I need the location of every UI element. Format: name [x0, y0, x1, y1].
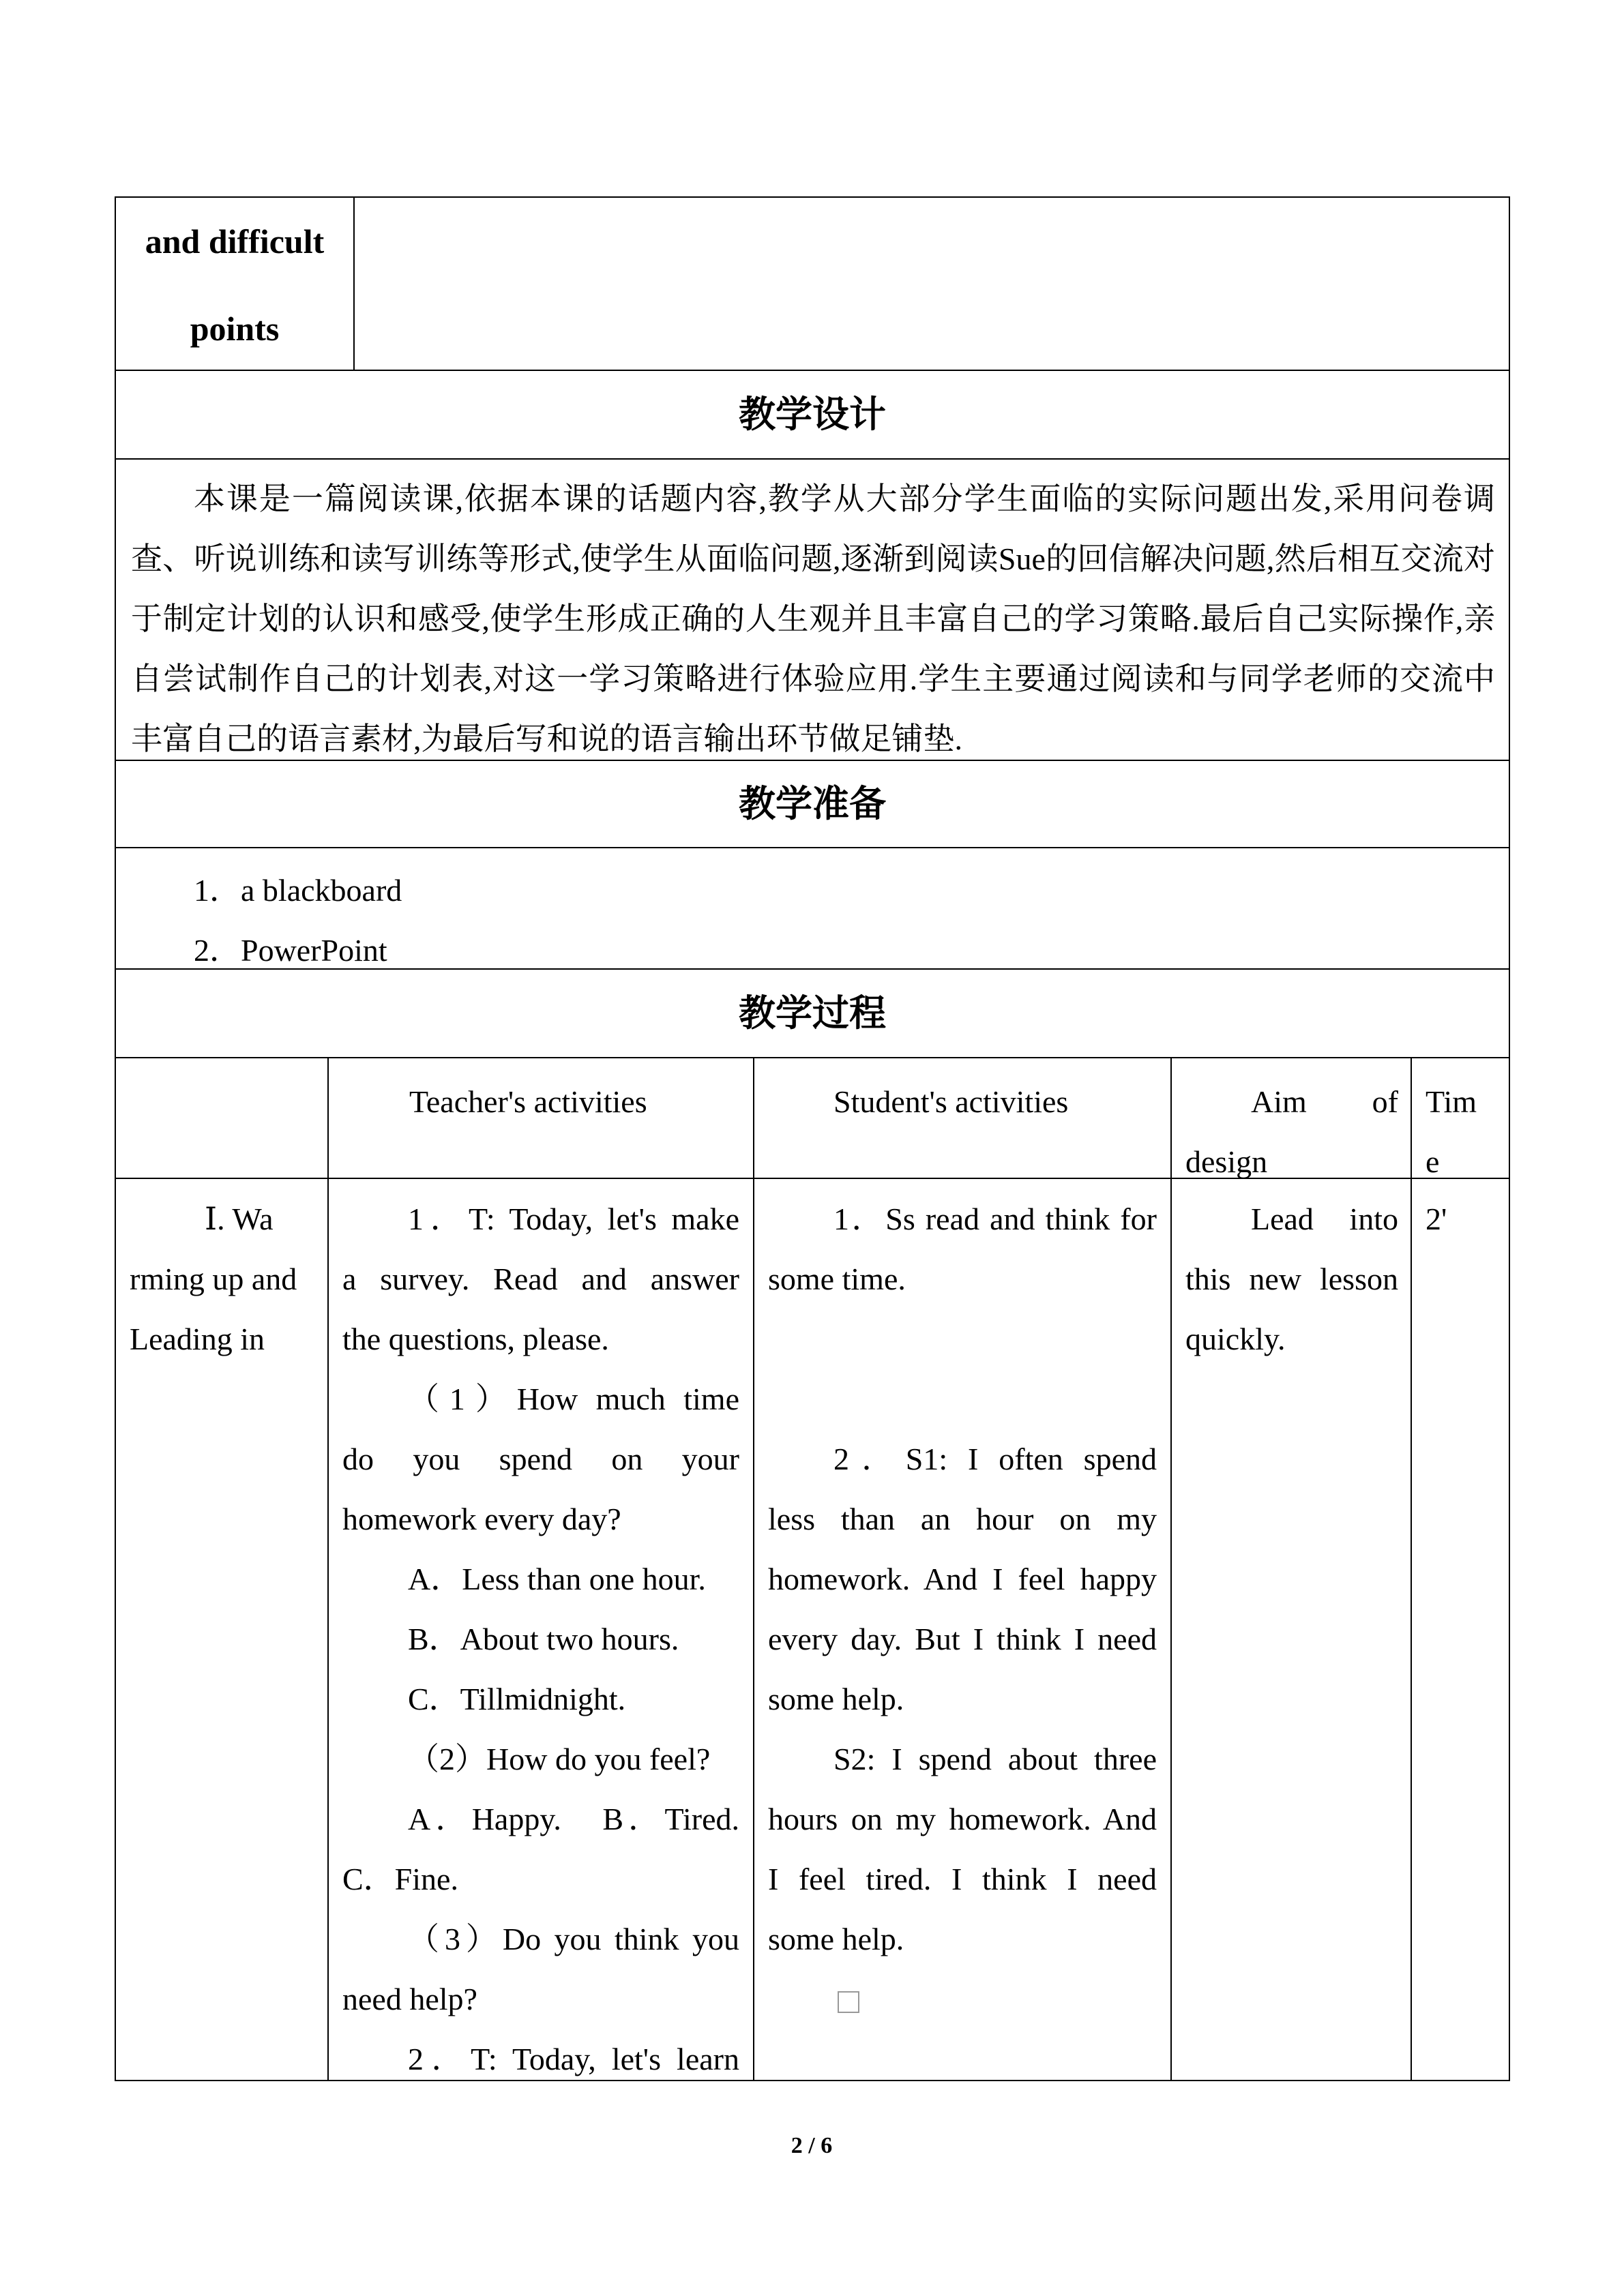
student-line: some help. — [768, 1922, 904, 1956]
student-line: I feel tired. I think I need — [768, 1862, 1157, 1896]
col-divider-aim — [1411, 1057, 1412, 2081]
teacher-option: C．Tillmidnight. — [408, 1682, 626, 1716]
list-item-powerpoint: 2．PowerPoint — [194, 933, 387, 968]
student-line: hours on my homework. And — [768, 1802, 1157, 1836]
student-line: less than an hour on my — [768, 1502, 1157, 1536]
design-heading: 教学设计 — [739, 394, 886, 435]
student-activities-cell — [768, 1189, 1157, 2029]
header-aim-of-design — [1185, 1072, 1398, 1192]
design-paragraph: 本课是一篇阅读课,依据本课的话题内容,教学从大部分学生面临的实际问题出发,采用问卷调查、听说训练和读写训练等形式,使学生从面临问题,逐渐到阅读Sue的回信解决问题,然后相互交流对于制定计划的认识和感受,使学生形成正确的人生观并且丰富自己的学习策略.最后自己实际操作,亲自尝试制作自己的计划表,对这一学习策略进行体验应用.学生主要通过阅读和与同学老师的交流中丰富自己的语言素材,为最后写和说的语言输出环节做足铺垫. — [131, 481, 1495, 756]
table-border-bottom — [115, 2080, 1510, 2081]
header-teacher-activities: Teacher's activities — [409, 1084, 647, 1119]
teacher-line: （2）How do you feel? — [408, 1742, 711, 1776]
aim-line: quickly. — [1185, 1322, 1286, 1356]
teacher-line: （3）Do you think you — [408, 1922, 739, 1956]
teacher-option: C．Fine. — [342, 1862, 458, 1896]
header-aim-line — [1185, 1072, 1398, 1132]
process-heading: 教学过程 — [739, 993, 886, 1034]
student-line: some time. — [768, 1262, 906, 1296]
empty-box-icon — [838, 1991, 859, 2013]
student-line: 1．Ss read and think for — [833, 1202, 1157, 1236]
teacher-line: homework every day? — [342, 1502, 621, 1536]
teacher-option: B．About two hours. — [408, 1622, 679, 1656]
student-line: homework. And I feel happy — [768, 1562, 1157, 1596]
teacher-line: （1）How much time — [408, 1382, 739, 1416]
time-cell: 2' — [1426, 1202, 1447, 1236]
student-spacer — [768, 1369, 1157, 1429]
aim-line: this new lesson — [1185, 1262, 1398, 1296]
placeholder-box-line — [768, 1969, 1157, 2029]
student-line: every day. But I think I need — [768, 1622, 1157, 1656]
student-spacer — [768, 1309, 1157, 1369]
header-design-word: design — [1185, 1144, 1268, 1179]
aim-line: Lead into — [1251, 1202, 1398, 1236]
aim-cell — [1185, 1189, 1398, 1369]
row-divider-4 — [115, 847, 1510, 848]
header-of-word: of — [1372, 1084, 1398, 1119]
teacher-line: do you spend on your — [342, 1442, 739, 1476]
teacher-line: a survey. Read and answer — [342, 1262, 739, 1296]
header-time — [1426, 1072, 1502, 1192]
row-divider-2 — [115, 458, 1510, 460]
preparation-heading: 教学准备 — [739, 784, 886, 824]
stage-line: Ⅰ. Wa — [205, 1202, 274, 1236]
table-border-right — [1509, 196, 1510, 2081]
header-student-activities: Student's activities — [833, 1084, 1069, 1119]
stage-line: rming up and — [130, 1262, 297, 1296]
teacher-line: 1．T: Today, let's make — [408, 1202, 739, 1236]
col-divider-student — [1170, 1057, 1172, 2081]
key-points-label-line1: and difficult — [145, 222, 325, 260]
teacher-line: 2．T: Today, let's learn — [408, 2042, 739, 2076]
key-points-label — [116, 198, 353, 370]
list-item-blackboard: 1．a blackboard — [194, 873, 402, 908]
header-time-line1: Tim — [1426, 1084, 1477, 1119]
key-points-label-line2: points — [190, 310, 280, 348]
teacher-activities-cell — [342, 1189, 739, 2089]
col-divider-label — [353, 196, 355, 371]
student-line: 2．S1: I often spend — [833, 1442, 1157, 1476]
teacher-line: the questions, please. — [342, 1322, 609, 1356]
student-line: S2: I spend about three — [833, 1742, 1157, 1776]
teacher-option: A．Less than one hour. — [408, 1562, 706, 1596]
header-time-line2: e — [1426, 1144, 1440, 1179]
table-border-left — [115, 196, 116, 2081]
col-divider-teacher — [753, 1057, 754, 2081]
row-divider-6 — [115, 1057, 1510, 1058]
stage-line: Leading in — [130, 1322, 265, 1356]
student-line: some help. — [768, 1682, 904, 1716]
stage-cell — [130, 1189, 314, 1369]
teacher-option: A．Happy. B．Tired. — [408, 1802, 739, 1836]
preparation-list — [194, 861, 1421, 981]
header-aim-word: Aim — [1251, 1084, 1307, 1119]
col-divider-stage — [327, 1057, 329, 2081]
page-number: 2 / 6 — [791, 2133, 833, 2158]
teacher-line: need help? — [342, 1982, 477, 2016]
